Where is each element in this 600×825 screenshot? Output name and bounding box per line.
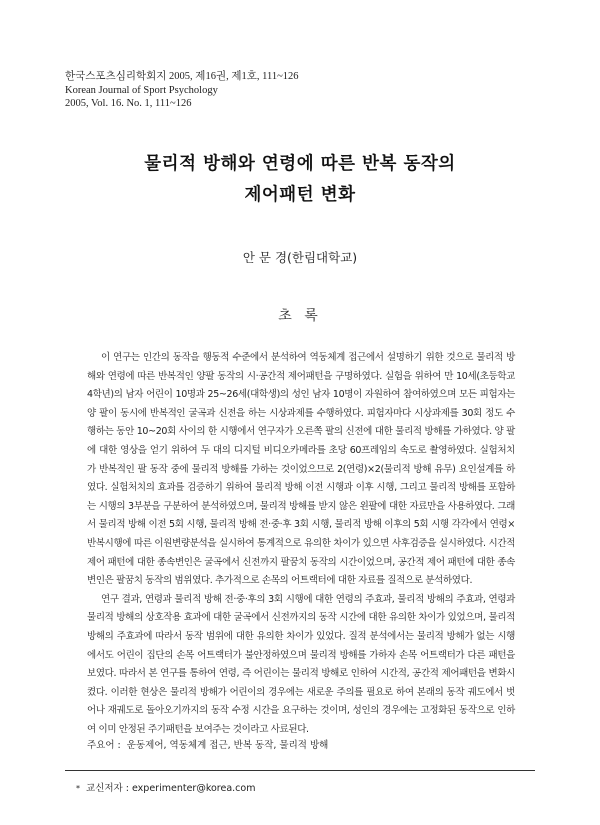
footnote-email: experimenter@korea.com — [132, 783, 256, 794]
footnote-marker: * — [76, 784, 80, 793]
corresponding-author-footnote — [76, 780, 255, 794]
journal-header-korean: 한국스포츠심리학회지 2005, 제16권, 제1호, 111~126 — [65, 71, 299, 82]
abstract-heading: 초 록 — [278, 308, 322, 324]
abstract-paragraph-1: 이 연구는 인간의 동작을 행동적 수준에서 분석하여 역동체계 접근에서 설명하기 위한 것으로 물리적 방해와 연령에 따른 반복적인 양팔 동작의 시·공간적 제어패턴을 구명하였다. 실험을 위하여 만 10세(초등학교 4학년)의 남자 어린이 10명과 25~26세(대학생)의 성인 남자 10명이 자원하여 참여하였으며 모든 피험자는 양 팔이 동시에 반복적인 굴곡과 신전을 하는 시상과제를 수행하였다. 피험자마다 시상과제를 30회 정도 수행하는 동안 10~20회 사이의 한 시행에서 연구자가 오른쪽 팔의 신전에 대한 물리적 방해를 가하였다. 양 팔에 대한 영상을 얻기 위하여 두 대의 디지털 비디오카메라를 초당 60프레임의 속도로 촬영하였다. 실험처치가 반복적인 팔 동작 중에 물리적 방해를 가하는 것이었으므로 2(연령)×2(물리적 방해 유무) 요인설계를 하였다. 실험처치의 효과를 검증하기 위하여 물리적 방해 이전 시행과 이후 시행, 그리고 물리적 방해를 포함하는 시행의 3부분을 구분하여 분석하였으며, 물리적 방해를 받지 않은 왼팔에 대한 자료만을 사용하였다. 그래서 물리적 방해 이전 5회 시행, 물리적 방해 전·중·후 3회 시행, 물리적 방해 이후의 5회 시행 각각에서 연령×반복시행에 따른 이원변량분석을 실시하여 통계적으로 유의한 차이가 있으면 사후검증을 실시하였다. 시간적 제어 패턴에 대한 종속변인은 굴곡에서 신전까지 팔꿈치 동작의 시간이었으며, 공간적 제어 패턴에 대한 종속변인은 팔꿈치 동작의 범위였다. 추가적으로 손목의 어트랙터에 대한 자료를 질적으로 분석하였다. — [87, 352, 515, 587]
journal-header-volume: 2005, Vol. 16. No. 1, 111~126 — [65, 98, 192, 109]
paper-title-line-2: 제어패턴 변화 — [244, 185, 356, 205]
footnote-divider — [65, 770, 535, 771]
keywords-terms: 운동제어, 역동체계 접근, 반복 동작, 물리적 방해 — [126, 740, 329, 751]
journal-header — [65, 70, 299, 111]
abstract-paragraph-2: 연구 결과, 연령과 물리적 방해 전·중·후의 3회 시행에 대한 연령의 주효과, 물리적 방해의 주효과, 연령과 물리적 방해의 상호작용 효과에 대한 굴곡에서 신전까지의 동작 시간에 대한 유의한 차이가 있었으며, 물리적 방해의 주효과에 따라서 동작 범위에 대한 유의한 차이가 있었다. 질적 분석에서는 물리적 방해가 없는 시행에서도 어린이 집단의 손목 어트랙터가 불안정하였으며 물리적 방해를 가하자 손목 어트랙터가 다른 패턴을 보였다. 따라서 본 연구를 통하여 연령, 즉 어린이는 물리적 방해로 인하여 시간적, 공간적 제어패턴을 변화시켰다. 이러한 현상은 물리적 방해가 어린이의 경우에는 새로운 주의를 필요로 하여 본래의 동작 궤도에서 벗어나 재궤도로 돌아오기까지의 동작 수정 시간을 요구하는 것이며, 성인의 경우에는 고정화된 동작으로 인하여 이미 안정된 주기패턴을 보여주는 것이라고 사료된다. — [87, 593, 515, 735]
keywords-label: 주요어 : — [87, 740, 121, 751]
footnote-label: 교신저자 : — [86, 783, 129, 794]
paper-title-line-1: 물리적 방해와 연령에 따른 반복 동작의 — [144, 154, 456, 174]
journal-header-english: Korean Journal of Sport Psychology — [65, 84, 218, 96]
abstract-body — [87, 349, 515, 739]
keywords — [87, 737, 328, 751]
author-affiliation: 안 문 경(한림대학교) — [242, 250, 358, 265]
